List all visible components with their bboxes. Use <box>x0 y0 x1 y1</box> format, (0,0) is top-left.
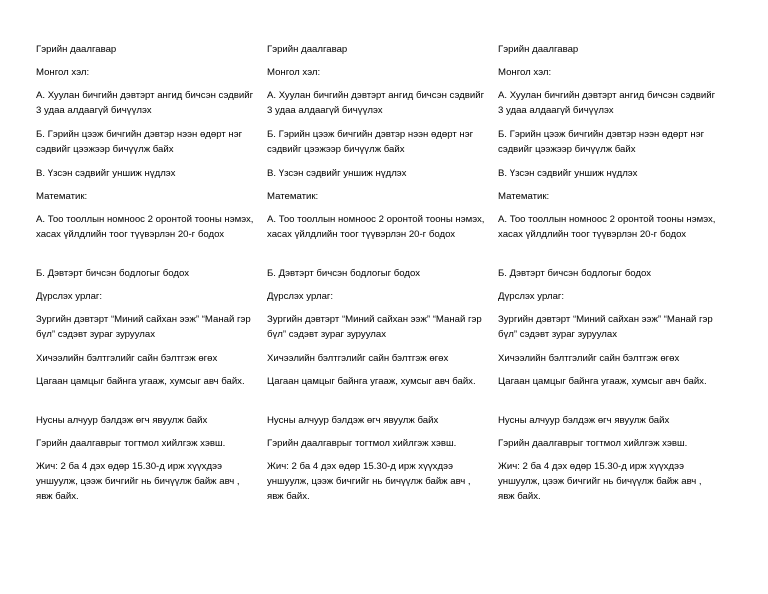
note-item: Цагаан цамцыг байнга угааж, хумсыг авч байх. <box>36 376 245 387</box>
footnote: Жич: 2 ба 4 дэх өдөр 15.30-д ирж хүүхдээ уншуулж, цээж бичгийг нь бичүүлж байж авч , явж байх. <box>36 461 240 502</box>
subject-math: Математик: <box>267 191 319 202</box>
heading: Гэрийн даалгавар <box>267 44 348 55</box>
note-item: Хичээлийн бэлтгэлийг сайн бэлтгэж өгөх <box>498 353 680 364</box>
note-item: Цагаан цамцыг байнга угааж, хумсыг авч байх. <box>498 376 707 387</box>
task-item: А. Хуулан бичгийн дэвтэрт ангид бичсэн сэдвийг 3 удаа алдаагүй бичүүлэх <box>267 90 485 116</box>
task-item: А. Хуулан бичгийн дэвтэрт ангид бичсэн сэдвийг 3 удаа алдаагүй бичүүлэх <box>498 90 716 116</box>
footnote: Жич: 2 ба 4 дэх өдөр 15.30-д ирж хүүхдээ уншуулж, цээж бичгийг нь бичүүлж байж авч , явж байх. <box>267 461 471 502</box>
column-3 <box>498 37 720 508</box>
heading: Гэрийн даалгавар <box>36 44 117 55</box>
task-item: Б. Гэрийн цээж бичгийн дэвтэр нээн өдөрт нэг сэдвийг цээжээр бичүүлж байх <box>36 129 243 155</box>
task-item: В. Үзсэн сэдвийг уншиж нүдлэх <box>498 168 638 179</box>
task-item: В. Үзсэн сэдвийг уншиж нүдлэх <box>267 168 407 179</box>
task-item: В. Үзсэн сэдвийг уншиж нүдлэх <box>36 168 176 179</box>
task-item: А. Тоо тооллын номноос 2 оронтой тооны нэмэх, хасах үйлдлийн тоог түүвэрлэн 20-г бодох <box>498 214 716 240</box>
subject-art: Дүрслэх урлаг: <box>267 291 334 302</box>
task-item: Б. Дэвтэрт бичсэн бодлогыг бодох <box>267 268 421 279</box>
note-item: Хичээлийн бэлтгэлийг сайн бэлтгэж өгөх <box>267 353 449 364</box>
task-item: Б. Гэрийн цээж бичгийн дэвтэр нээн өдөрт нэг сэдвийг цээжээр бичүүлж байх <box>498 129 705 155</box>
footnote: Жич: 2 ба 4 дэх өдөр 15.30-д ирж хүүхдээ уншуулж, цээж бичгийг нь бичүүлж байж авч , явж байх. <box>498 461 702 502</box>
subject-mongolian: Монгол хэл: <box>267 67 321 78</box>
note-item: Нусны алчуур бэлдэж өгч явуулж байх <box>267 415 439 426</box>
subject-math: Математик: <box>498 191 550 202</box>
subject-art: Дүрслэх урлаг: <box>498 291 565 302</box>
note-item: Цагаан цамцыг байнга угааж, хумсыг авч байх. <box>267 376 476 387</box>
subject-mongolian: Монгол хэл: <box>36 67 90 78</box>
subject-art: Дүрслэх урлаг: <box>36 291 103 302</box>
task-item: А. Хуулан бичгийн дэвтэрт ангид бичсэн сэдвийг 3 удаа алдаагүй бичүүлэх <box>36 90 254 116</box>
heading: Гэрийн даалгавар <box>498 44 579 55</box>
task-item: Зургийн дэвтэрт “Миний сайхан ээж” “Манай гэр бүл” сэдэвт зураг зуруулах <box>267 314 482 340</box>
task-item: Б. Дэвтэрт бичсэн бодлогыг бодох <box>498 268 652 279</box>
task-item: А. Тоо тооллын номноос 2 оронтой тооны нэмэх, хасах үйлдлийн тоог түүвэрлэн 20-г бодох <box>36 214 254 240</box>
task-item: А. Тоо тооллын номноос 2 оронтой тооны нэмэх, хасах үйлдлийн тоог түүвэрлэн 20-г бодох <box>267 214 485 240</box>
column-1 <box>36 37 258 508</box>
subject-mongolian: Монгол хэл: <box>498 67 552 78</box>
note-item: Гэрийн даалгаврыг тогтмол хийлгэж хэвш. <box>267 438 457 449</box>
task-item: Зургийн дэвтэрт “Миний сайхан ээж” “Манай гэр бүл” сэдэвт зураг зуруулах <box>498 314 713 340</box>
note-item: Хичээлийн бэлтгэлийг сайн бэлтгэж өгөх <box>36 353 218 364</box>
note-item: Нусны алчуур бэлдэж өгч явуулж байх <box>498 415 670 426</box>
note-item: Нусны алчуур бэлдэж өгч явуулж байх <box>36 415 208 426</box>
column-2 <box>267 37 489 508</box>
task-item: Б. Дэвтэрт бичсэн бодлогыг бодох <box>36 268 190 279</box>
task-item: Б. Гэрийн цээж бичгийн дэвтэр нээн өдөрт нэг сэдвийг цээжээр бичүүлж байх <box>267 129 474 155</box>
note-item: Гэрийн даалгаврыг тогтмол хийлгэж хэвш. <box>498 438 688 449</box>
subject-math: Математик: <box>36 191 88 202</box>
note-item: Гэрийн даалгаврыг тогтмол хийлгэж хэвш. <box>36 438 226 449</box>
task-item: Зургийн дэвтэрт “Миний сайхан ээж” “Манай гэр бүл” сэдэвт зураг зуруулах <box>36 314 251 340</box>
